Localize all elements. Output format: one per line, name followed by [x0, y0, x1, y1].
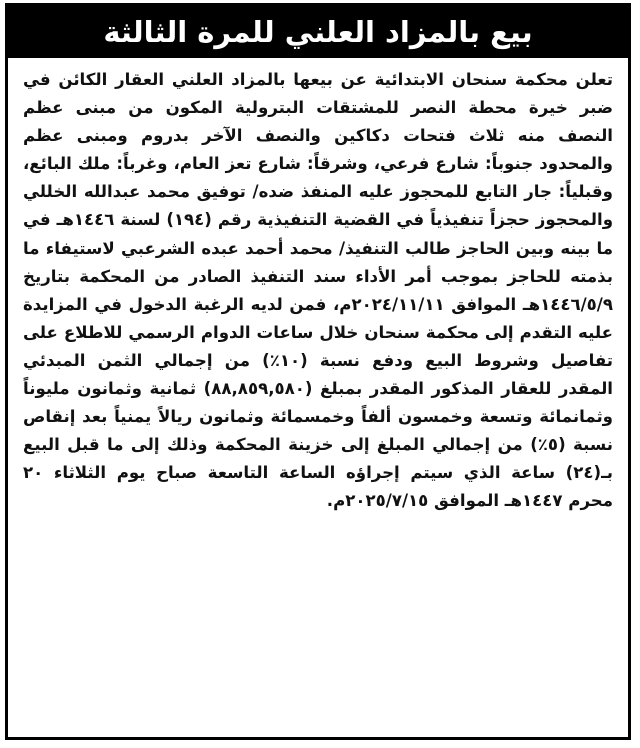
- notice-body: [8, 58, 628, 516]
- notice-body-text: تعلن محكمة سنحان الابتدائية عن بيعها بالمزاد العلني العقار الكائن في ضبر خيرة محطة النصر للمشتقات البترولية المكون من مبنى عظم النصف منه ثلاث فتحات دكاكين والنصف الآخر بدروم ومبنى عظم والمحدود جنوباً: شارع فرعي، وشرقاً: شارع تعز العام، وغرباً: ملك البائع، وقبلياً: جار التابع للمحجوز عليه المنفذ ضده/ توفيق محمد عبدالله الخللي والمحجوز حجزاً تنفيذياً في القضية التنفيذية رقم (١٩٤) لسنة ١٤٤٦هـ في ما بينه وبين الحاجز طالب التنفيذ/ محمد أحمد عبده الشرعبي لاستيفاء ما بذمته للحاجز بموجب أمر الأداء سند التنفيذ الصادر من المحكمة بتاريخ ١٤٤٦/٥/٩هـ الموافق ٢٠٢٤/١١/١١م، فمن لديه الرغبة الدخول في المزايدة عليه التقدم إلى محكمة سنحان خلال ساعات الدوام الرسمي للاطلاع على تفاصيل وشروط البيع ودفع نسبة (١٠٪) من إجمالي الثمن المبدئي المقدر للعقار المذكور المقدر بمبلغ (٨٨,٨٥٩,٥٨٠) ثمانية وثمانون مليوناً وثمانمائة وتسعة وخمسون ألفاً وخمسمائة وثمانون ريالاً يمنياً بعد إنقاص نسبة (٥٪) من إجمالي المبلغ إلى خزينة المحكمة وذلك إلى ما قبل البيع بـ(٢٤) ساعة الذي سيتم إجراؤه الساعة التاسعة صباح يوم الثلاثاء ٢٠ محرم ١٤٤٧هـ الموافق ٢٠٢٥/٧/١٥م.: [23, 70, 614, 511]
- notice-title: بيع بالمزاد العلني للمرة الثالثة: [8, 6, 628, 58]
- notice-box: [5, 3, 631, 740]
